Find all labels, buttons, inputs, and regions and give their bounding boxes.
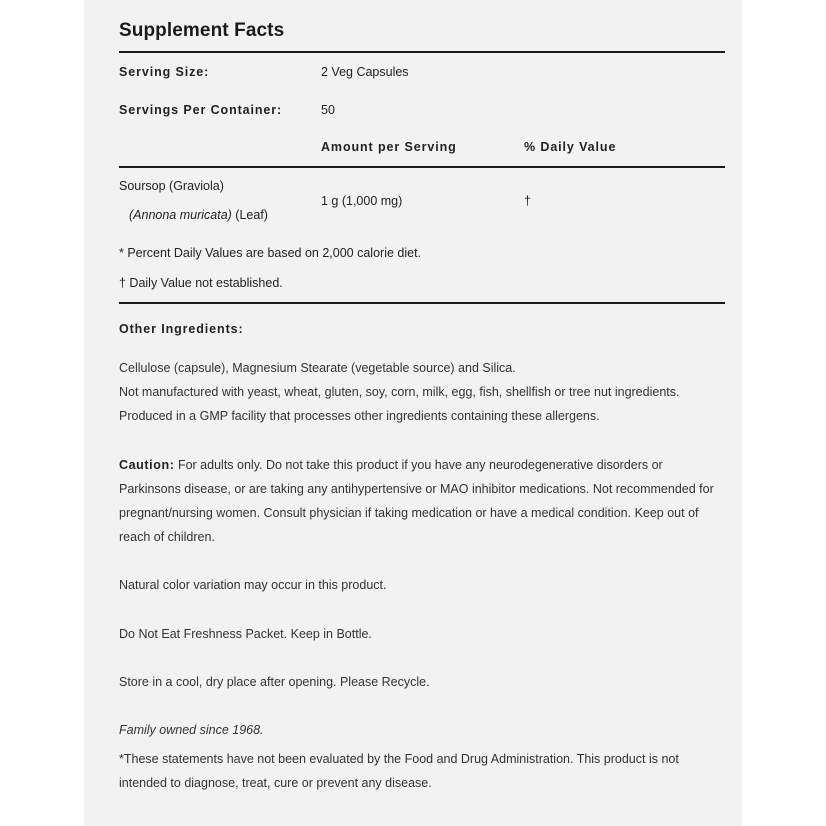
caution-text: For adults only. Do not take this product if you have any neurodegenerative disorders or Parkinsons disease, or are taking any antihypertensive or MAO inhibitor medications. Not recommended for pregnant/nursing women. Consult physician if taking medication or have a medical condition. Keep out of reach of children. — [119, 458, 714, 544]
servings-per-container-value: 50 — [321, 103, 335, 117]
footnote-percent-daily-values: * Percent Daily Values are based on 2,000 calorie diet. — [119, 246, 422, 260]
ingredients-line-1: Cellulose (capsule), Magnesium Stearate (vegetable source) and Silica. — [119, 361, 516, 375]
serving-size-row — [119, 65, 409, 79]
ingredient-daily-value: † — [524, 194, 531, 208]
ingredient-part: (Leaf) — [231, 208, 268, 222]
title-divider — [119, 51, 725, 53]
header-divider — [119, 166, 725, 168]
ingredients-line-3: Produced in a GMP facility that processes other ingredients containing these allergens. — [119, 409, 600, 423]
other-ingredients-heading: Other Ingredients: — [119, 322, 244, 336]
caution-paragraph — [119, 453, 723, 549]
facts-bottom-divider — [119, 302, 725, 304]
storage-note: Store in a cool, dry place after opening. Please Recycle. — [119, 675, 430, 689]
ingredient-botanical-name: (Annona muricata) — [129, 208, 232, 222]
serving-size-label: Serving Size: — [119, 65, 210, 79]
color-variation-note: Natural color variation may occur in this product. — [119, 578, 387, 592]
family-owned-note: Family owned since 1968. — [119, 723, 264, 737]
daily-value-header: % Daily Value — [524, 140, 617, 154]
ingredients-line-2: Not manufactured with yeast, wheat, gluten, soy, corn, milk, egg, fish, shellfish or tree nut ingredients. — [119, 385, 680, 399]
supplement-label-panel — [84, 0, 742, 826]
footnote-daily-value-not-established: † Daily Value not established. — [119, 276, 283, 290]
servings-per-container-row — [119, 103, 335, 117]
caution-label: Caution: — [119, 458, 175, 472]
fda-disclaimer: *These statements have not been evaluated by the Food and Drug Administration. This product is not intended to diagnose, treat, cure or prevent any disease. — [119, 752, 679, 790]
freshness-packet-note: Do Not Eat Freshness Packet. Keep in Bottle. — [119, 627, 372, 641]
supplement-facts-title: Supplement Facts — [119, 20, 285, 41]
ingredient-amount: 1 g (1,000 mg) — [321, 194, 403, 208]
servings-per-container-label: Servings Per Container: — [119, 103, 283, 117]
amount-per-serving-header: Amount per Serving — [321, 140, 457, 154]
serving-size-value: 2 Veg Capsules — [321, 65, 409, 79]
ingredient-name-line1: Soursop (Graviola) — [119, 179, 224, 193]
ingredient-name-line2 — [129, 208, 268, 222]
